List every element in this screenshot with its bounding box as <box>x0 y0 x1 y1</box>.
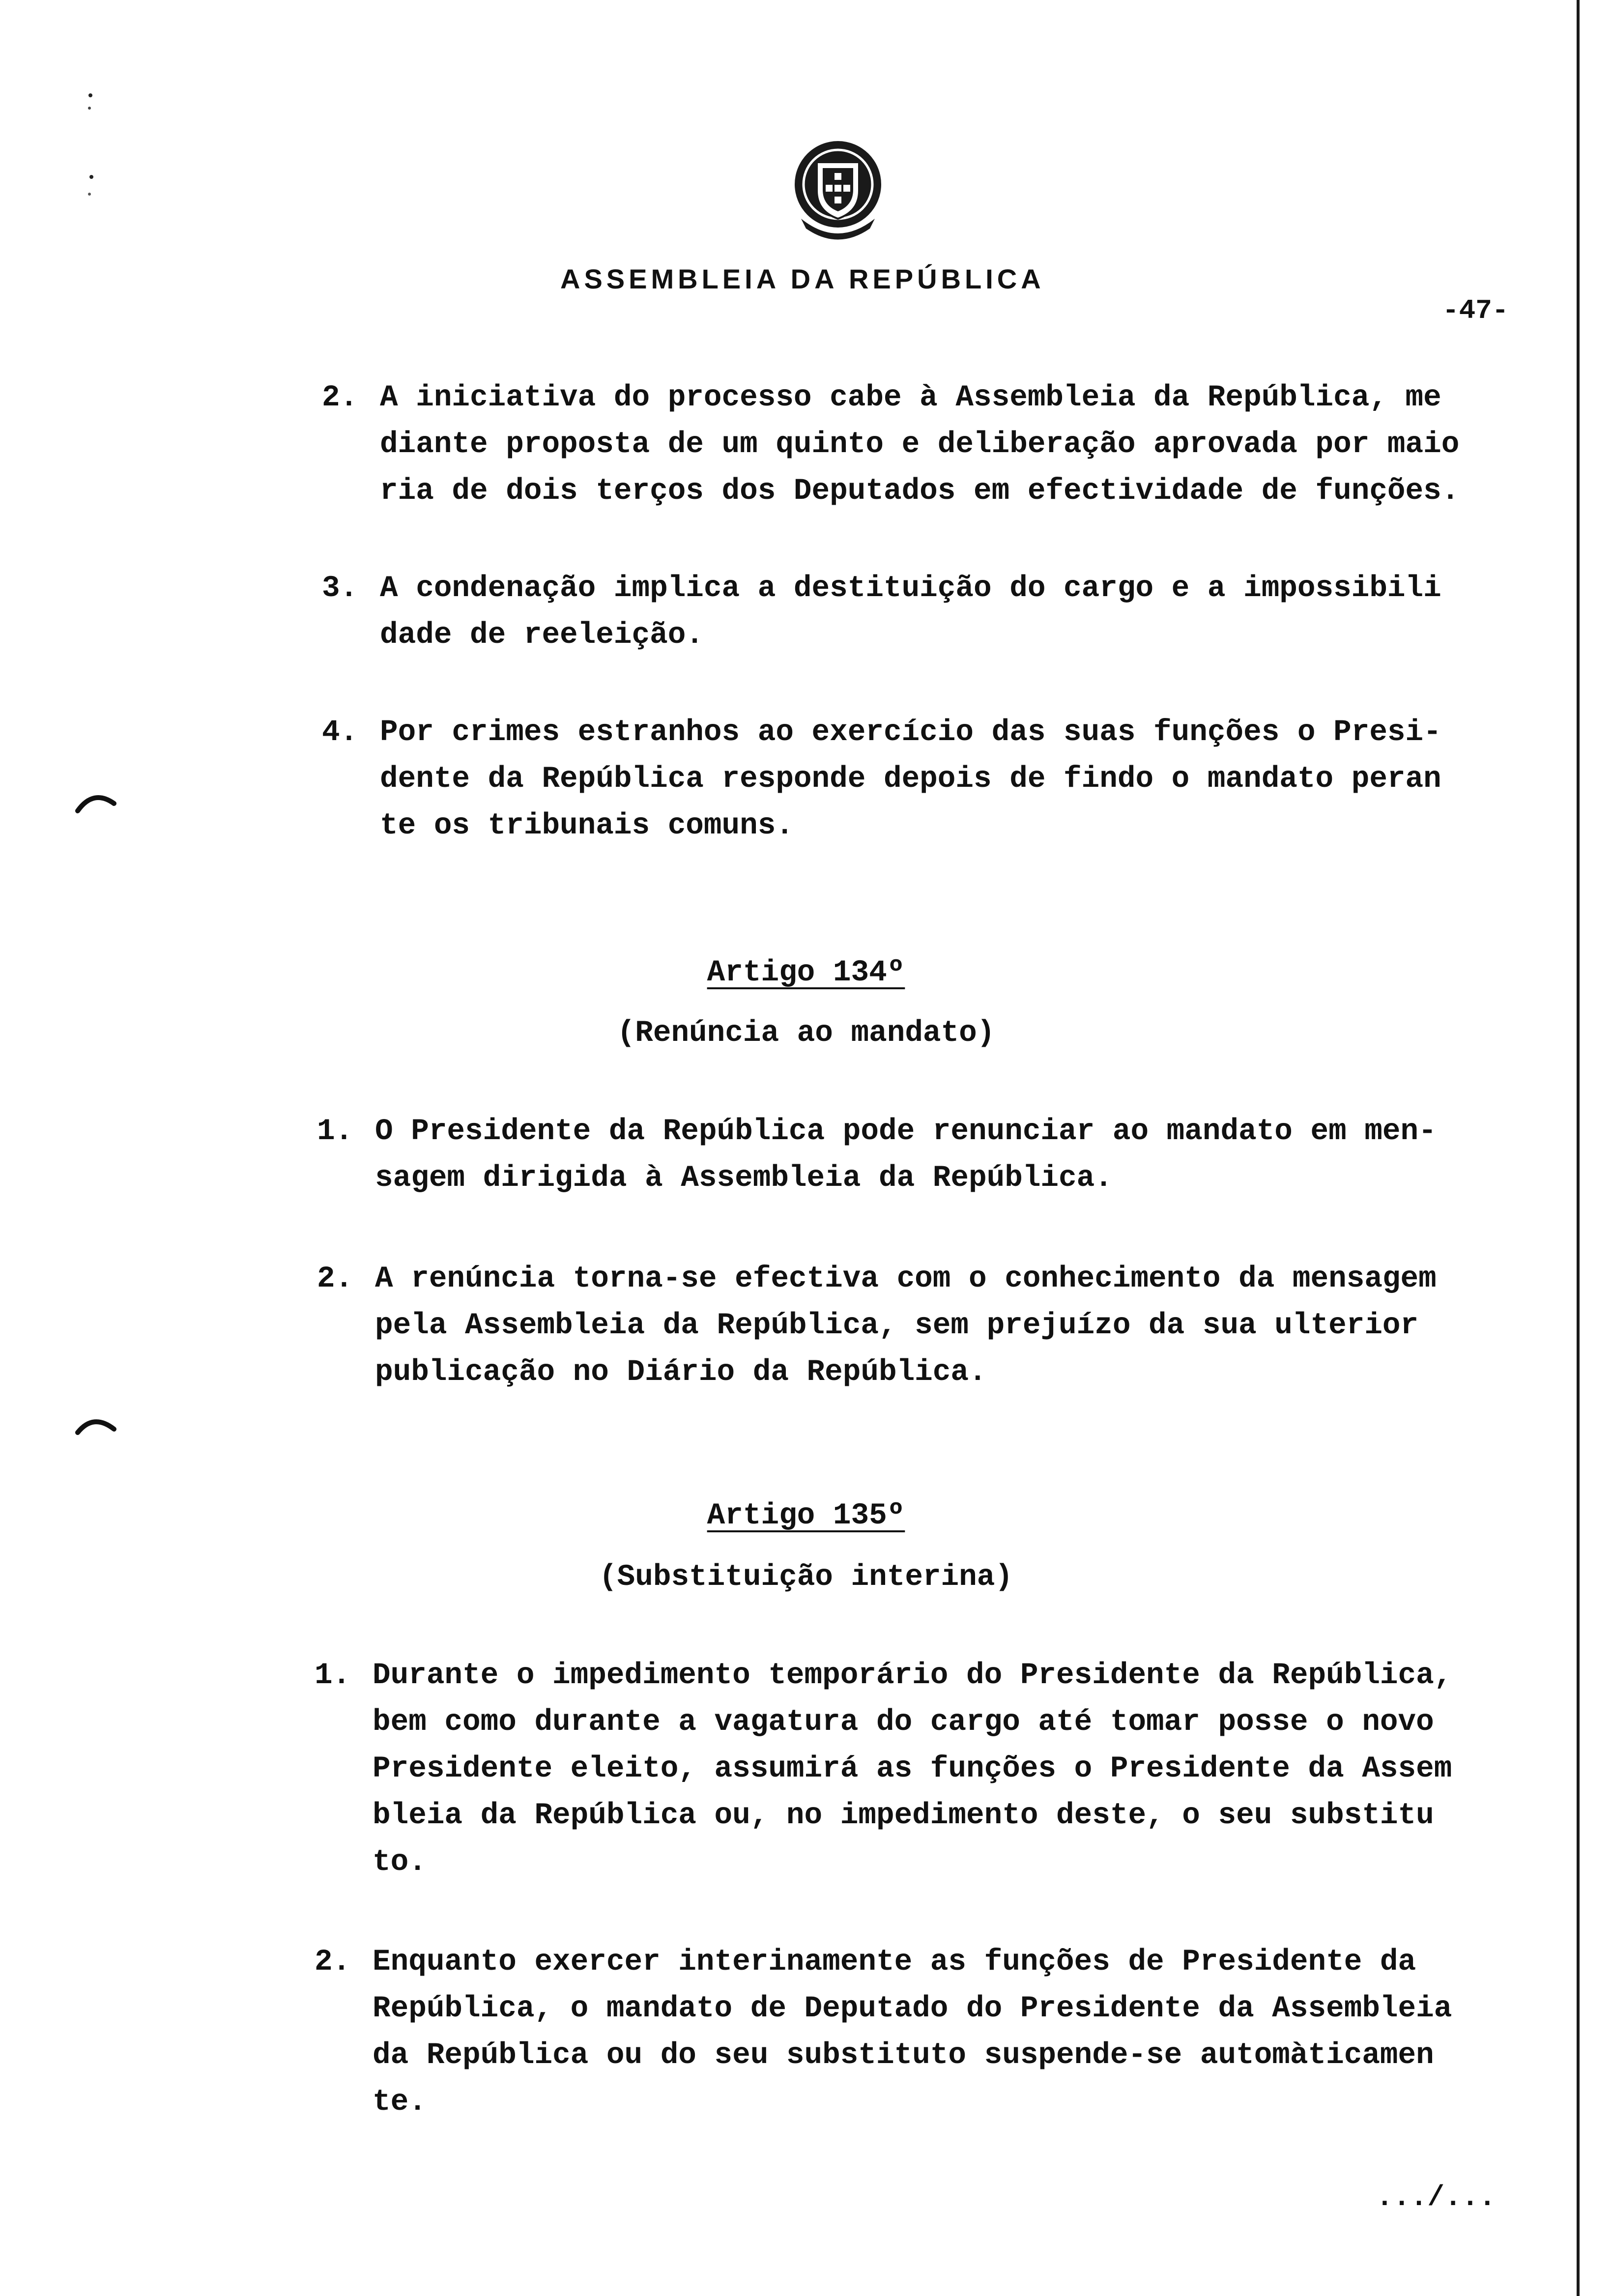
numbered-paragraph <box>315 1652 1452 1886</box>
page-number: -47- <box>1442 295 1509 326</box>
paragraph-line: publicação no Diário da República. <box>375 1355 987 1389</box>
article-title-text: Artigo 135º <box>707 1499 905 1533</box>
paragraph-line: Durante o impedimento temporário do Presidente da República, <box>373 1659 1452 1693</box>
paragraph-number: 1. <box>315 1659 351 1693</box>
numbered-paragraph <box>315 1939 1452 2125</box>
paragraph-number: 3. <box>322 572 358 605</box>
paragraph-line: Enquanto exercer interinamente as funções de Presidente da <box>373 1945 1416 1979</box>
paragraph-line: Presidente eleito, assumirá as funções o Presidente da Assem <box>373 1752 1452 1786</box>
continuation-marker: .../... <box>1376 2182 1496 2214</box>
paragraph-line: diante proposta de um quinto e deliberação aprovada por maio <box>380 428 1460 461</box>
coat-of-arms-icon <box>786 138 890 246</box>
scan-bracket-mark <box>74 1410 118 1440</box>
page-edge-scan-border <box>1577 0 1580 2296</box>
paragraph-line: dente da República responde depois de findo o mandato peran <box>380 762 1441 796</box>
numbered-paragraph <box>322 709 1441 849</box>
paragraph-line: República, o mandato de Deputado do Presidente da Assembleia <box>373 1992 1452 2026</box>
paragraph-line: pela Assembleia da República, sem prejuízo da sua ulterior <box>375 1309 1419 1343</box>
paragraph-line: dade de reeleição. <box>380 618 704 652</box>
numbered-paragraph <box>322 565 1441 659</box>
numbered-paragraph <box>322 374 1459 515</box>
numbered-paragraph <box>317 1256 1437 1396</box>
paragraph-line: te. <box>373 2085 427 2119</box>
paragraph-number: 2. <box>317 1262 353 1296</box>
paragraph-line: A renúncia torna-se efectiva com o conhecimento da mensagem <box>375 1262 1437 1296</box>
paragraph-number: 2. <box>322 381 358 415</box>
scan-bracket-mark <box>74 786 118 816</box>
article-title <box>0 956 1612 990</box>
paragraph-number: 2. <box>315 1945 351 1979</box>
paragraph-line: bleia da República ou, no impedimento deste, o seu substitu <box>373 1799 1434 1833</box>
paragraph-line: ria de dois terços dos Deputados em efectividade de funções. <box>380 474 1460 508</box>
paragraph-line: to. <box>373 1845 427 1879</box>
numbered-paragraph <box>317 1108 1437 1202</box>
paragraph-line: Por crimes estranhos ao exercício das suas funções o Presi- <box>380 716 1441 749</box>
paragraph-line: te os tribunais comuns. <box>380 809 794 843</box>
institution-title: ASSEMBLEIA DA REPÚBLICA <box>560 263 1045 294</box>
article-subtitle: (Renúncia ao mandato) <box>617 1016 995 1050</box>
article-title <box>0 1499 1612 1533</box>
scan-speck-marks <box>84 88 98 201</box>
paragraph-line: sagem dirigida à Assembleia da República. <box>375 1161 1113 1195</box>
paragraph-line: O Presidente da República pode renunciar ao mandato em men- <box>375 1115 1437 1148</box>
paragraph-number: 4. <box>322 716 358 749</box>
article-title-text: Artigo 134º <box>707 956 905 990</box>
article-subtitle: (Substituição interina) <box>599 1560 1013 1594</box>
paragraph-line: da República ou do seu substituto suspende-se automàticamen <box>373 2038 1434 2072</box>
paragraph-line: A iniciativa do processo cabe à Assembleia da República, me <box>380 381 1441 415</box>
paragraph-line: bem como durante a vagatura do cargo até tomar posse o novo <box>373 1705 1434 1739</box>
paragraph-line: A condenação implica a destituição do cargo e a impossibili <box>380 572 1441 605</box>
paragraph-number: 1. <box>317 1115 353 1148</box>
